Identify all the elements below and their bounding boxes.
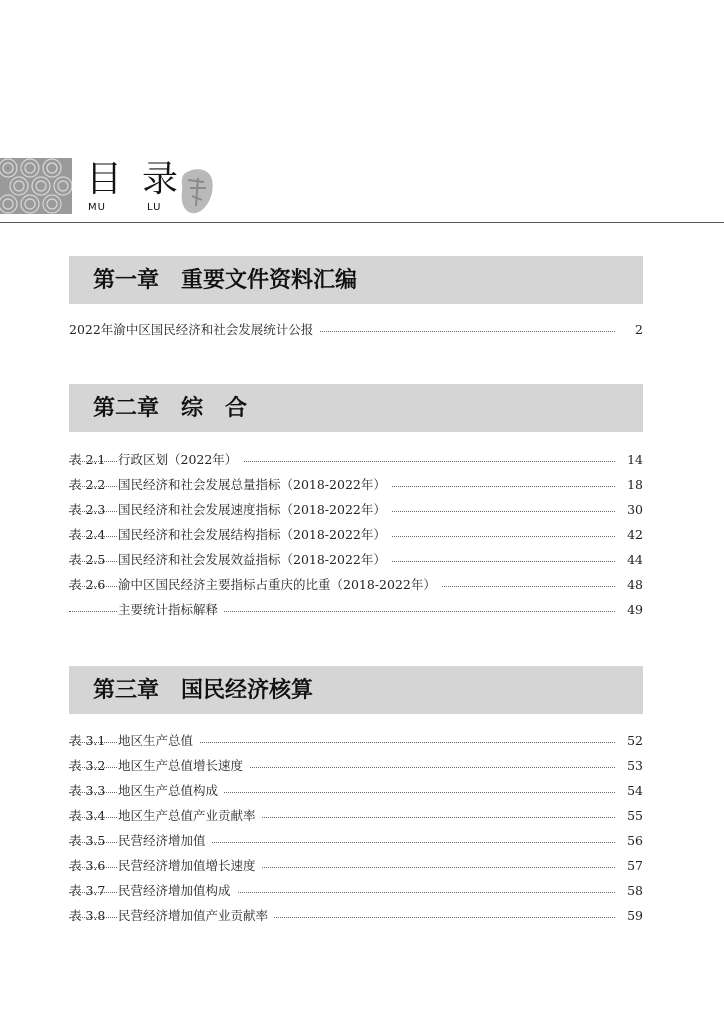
toc-entry-number: 表 3.5	[69, 833, 106, 848]
title-char-mu: 目	[86, 159, 123, 200]
title-pinyin-mu: MU	[88, 202, 106, 213]
toc-entry-title: 民营经济增加值增长速度	[118, 856, 262, 876]
toc-entry[interactable]	[69, 756, 643, 776]
toc-entry-number: 表 3.1	[69, 733, 106, 748]
toc-entry-page: 14	[621, 450, 643, 470]
chapter-3-heading	[69, 666, 643, 714]
toc-entry-page: 18	[621, 475, 643, 495]
chapter-3-label: 第三章 国民经济核算	[93, 677, 314, 703]
toc-entry-page: 55	[621, 806, 643, 826]
toc-entry-page: 58	[621, 881, 643, 901]
toc-entry-title: 主要统计指标解释	[118, 600, 224, 620]
toc-entry-title: 民营经济增加值构成	[118, 881, 237, 901]
toc-entry[interactable]	[69, 475, 643, 495]
chapter-1-heading	[69, 256, 643, 304]
toc-entry-number: 表 2.6	[69, 577, 106, 592]
toc-entry-title: 地区生产总值构成	[118, 781, 224, 801]
toc-entry-page: 52	[621, 731, 643, 751]
toc-entry-page: 2	[629, 320, 643, 340]
toc-entry-page: 54	[621, 781, 643, 801]
seal-logo	[178, 166, 216, 216]
toc-entry-number: 表 2.2	[69, 477, 106, 492]
toc-entry-page: 53	[621, 756, 643, 776]
toc-entry[interactable]	[69, 781, 643, 801]
toc-entry-page: 48	[621, 575, 643, 595]
toc-entry[interactable]	[69, 525, 643, 545]
toc-entry[interactable]	[69, 806, 643, 826]
toc-entry-page: 57	[621, 856, 643, 876]
toc-entry-number: 表 3.7	[69, 883, 106, 898]
toc-entry-title: 国民经济和社会发展速度指标（2018-2022年）	[118, 500, 392, 520]
toc-entry-page: 42	[621, 525, 643, 545]
toc-entry-title: 民营经济增加值产业贡献率	[118, 906, 274, 926]
toc-entry-number: 表 2.1	[69, 452, 106, 467]
toc-entry[interactable]	[69, 450, 643, 470]
toc-entry[interactable]	[69, 600, 643, 620]
chapter-2-heading	[69, 384, 643, 432]
toc-entry[interactable]	[69, 731, 643, 751]
chapter-2-label: 第二章 综 合	[93, 395, 248, 421]
title-pinyin-lu: LU	[147, 202, 162, 213]
toc-entry-number: 表 3.8	[69, 908, 106, 923]
toc-entry-title: 地区生产总值增长速度	[118, 756, 249, 776]
toc-entry-number: 表 2.3	[69, 502, 106, 517]
toc-entry[interactable]	[69, 856, 643, 876]
toc-entry-title: 民营经济增加值	[118, 831, 212, 851]
toc-entry-number: 表 3.2	[69, 758, 106, 773]
toc-entry-page: 59	[621, 906, 643, 926]
toc-entry-page: 30	[621, 500, 643, 520]
toc-entry[interactable]	[69, 906, 643, 926]
toc-entry-number: 表 2.4	[69, 527, 106, 542]
toc-entry[interactable]	[69, 550, 643, 570]
toc-entry-title: 地区生产总值产业贡献率	[118, 806, 262, 826]
toc-entry-title: 国民经济和社会发展总量指标（2018-2022年）	[118, 475, 392, 495]
toc-entry-title: 行政区划（2022年）	[118, 450, 243, 470]
wave-pattern-icon	[0, 158, 72, 214]
seal-icon	[178, 166, 216, 216]
chapter-1-label: 第一章 重要文件资料汇编	[93, 267, 358, 293]
decorative-wave-pattern	[0, 158, 72, 214]
toc-entry-title: 国民经济和社会发展结构指标（2018-2022年）	[118, 525, 392, 545]
toc-entry-number: 表 3.4	[69, 808, 106, 823]
toc-entry[interactable]	[69, 320, 643, 340]
toc-entry-page: 49	[621, 600, 643, 620]
toc-entry[interactable]	[69, 575, 643, 595]
toc-entry-title: 地区生产总值	[118, 731, 199, 751]
toc-entry-title: 国民经济和社会发展效益指标（2018-2022年）	[118, 550, 392, 570]
toc-entry-number: 表 3.3	[69, 783, 106, 798]
toc-entry-title: 渝中区国民经济主要指标占重庆的比重（2018-2022年）	[118, 575, 442, 595]
header-divider	[0, 222, 724, 223]
title-char-lu: 录	[142, 159, 179, 200]
toc-entry-page: 56	[621, 831, 643, 851]
toc-entry-number: 表 2.5	[69, 552, 106, 567]
toc-entry-number: 表 3.6	[69, 858, 106, 873]
toc-entry-title: 2022年渝中区国民经济和社会发展统计公报	[69, 320, 319, 340]
toc-entry[interactable]	[69, 500, 643, 520]
toc-entry[interactable]	[69, 881, 643, 901]
toc-entry[interactable]	[69, 831, 643, 851]
toc-entry-page: 44	[621, 550, 643, 570]
